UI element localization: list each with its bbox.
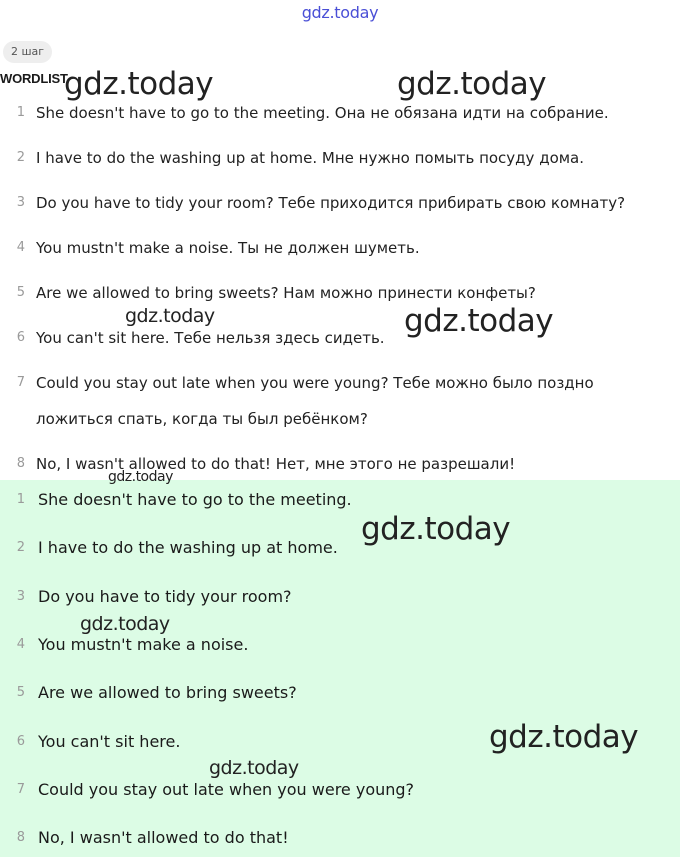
line-number: 7 bbox=[16, 375, 25, 390]
watermark: gdz.today bbox=[64, 66, 214, 102]
sentence-text: I have to do the washing up at home. Мне нужно помыть посуду дома. bbox=[36, 149, 585, 167]
sentence-text: Do you have to tidy your room? Тебе приходится прибирать свою комнату? bbox=[36, 194, 626, 212]
section-title: WORDLIST bbox=[0, 71, 68, 86]
line-number: 3 bbox=[16, 589, 25, 604]
line-number: 6 bbox=[16, 330, 25, 345]
line-number: 3 bbox=[16, 195, 25, 210]
answer-text: I have to do the washing up at home. bbox=[38, 538, 338, 557]
answer-panel bbox=[0, 480, 680, 857]
line-number: 8 bbox=[16, 830, 25, 845]
answer-text: You mustn't make a noise. bbox=[38, 635, 249, 654]
watermark: gdz.today bbox=[397, 66, 547, 102]
sentence-text: Are we allowed to bring sweets? Нам можно принести конфеты? bbox=[36, 284, 536, 302]
sentence-text: Could you stay out late when you were young? Тебе можно было поздно ложиться спать, когда ты был ребёнком? bbox=[36, 374, 594, 428]
sentence-text: No, I wasn't allowed to do that! Нет, мне этого не разрешали! bbox=[36, 455, 516, 473]
watermark: gdz.today bbox=[209, 757, 299, 779]
sentence-text: You can't sit here. Тебе нельзя здесь сидеть. bbox=[36, 329, 385, 347]
answer-text: No, I wasn't allowed to do that! bbox=[38, 828, 289, 847]
sentence-text: She doesn't have to go to the meeting. Она не обязана идти на собрание. bbox=[36, 104, 609, 122]
sentence-text: You mustn't make a noise. Ты не должен шуметь. bbox=[36, 239, 420, 257]
watermark: gdz.today bbox=[80, 613, 170, 635]
line-number: 1 bbox=[16, 105, 25, 120]
line-number: 1 bbox=[16, 492, 25, 507]
line-number: 6 bbox=[16, 734, 25, 749]
step-badge: 2 шаг bbox=[3, 41, 52, 63]
line-number: 7 bbox=[16, 782, 25, 797]
answer-text: Could you stay out late when you were young? bbox=[38, 780, 415, 799]
watermark: gdz.today bbox=[404, 303, 554, 339]
line-number: 8 bbox=[16, 456, 25, 471]
line-number: 5 bbox=[16, 685, 25, 700]
line-number: 5 bbox=[16, 285, 25, 300]
watermark: gdz.today bbox=[108, 469, 173, 485]
site-header-logo[interactable]: gdz.today bbox=[301, 3, 379, 22]
watermark: gdz.today bbox=[125, 305, 215, 327]
answer-text: You can't sit here. bbox=[38, 732, 181, 751]
line-number: 4 bbox=[16, 637, 25, 652]
line-number: 2 bbox=[16, 150, 25, 165]
answer-text: Do you have to tidy your room? bbox=[38, 587, 292, 606]
line-number: 2 bbox=[16, 540, 25, 555]
watermark: gdz.today bbox=[489, 719, 639, 755]
answer-text: She doesn't have to go to the meeting. bbox=[38, 490, 352, 509]
line-number: 4 bbox=[16, 240, 25, 255]
answer-text: Are we allowed to bring sweets? bbox=[38, 683, 297, 702]
watermark: gdz.today bbox=[361, 511, 511, 547]
